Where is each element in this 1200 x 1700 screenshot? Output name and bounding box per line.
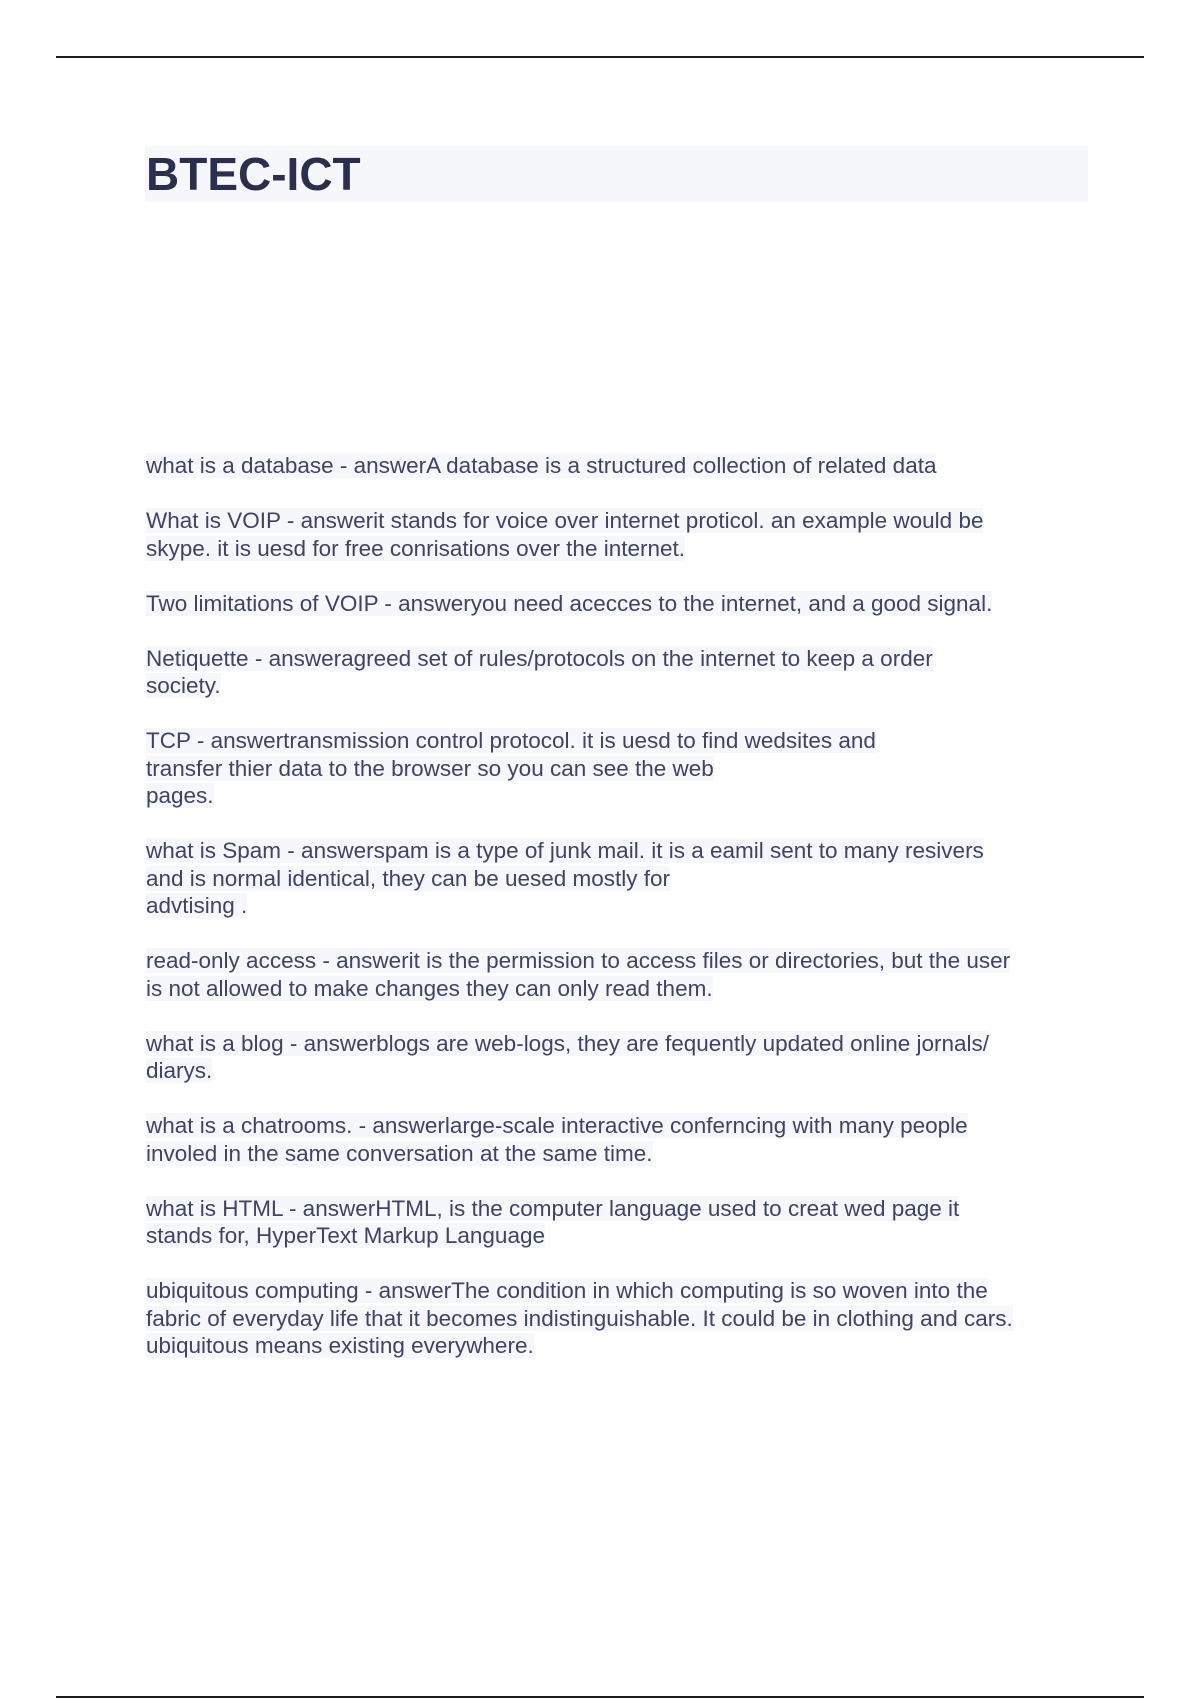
qa-text: TCP - answertransmission control protocol. it is uesd to find wedsites and transfer thier data to the browser so you can see the web pages.: [146, 728, 876, 808]
qa-text: what is a blog - answerblogs are web-logs, they are fequently updated online jornals/ diarys.: [146, 1030, 990, 1083]
qa-text: What is VOIP - answerit stands for voice over internet proticol. an example would be skype. it is uesd for free conrisations over the internet.: [146, 508, 984, 561]
qa-item-netiquette: [146, 645, 1106, 700]
document-title: BTEC-ICT: [146, 148, 361, 200]
qa-text: what is a chatrooms. - answerlarge-scale interactive conferncing with many people involed in the same conversation at the same time.: [146, 1113, 968, 1166]
qa-item-chatrooms: [146, 1112, 1106, 1167]
qa-text: what is a database - answerA database is a structured collection of related data: [146, 453, 937, 478]
qa-text: what is HTML - answerHTML, is the computer language used to creat wed page it stands for, HyperText Markup Language: [146, 1195, 960, 1248]
qa-list: [146, 452, 1106, 1387]
bottom-divider: [56, 1696, 1144, 1698]
qa-text: what is Spam - answerspam is a type of junk mail. it is a eamil sent to many resivers and is normal identical, they can be uesed mostly for advtising .: [146, 838, 984, 918]
qa-item-read-only-access: [146, 947, 1106, 1002]
qa-text: read-only access - answerit is the permission to access files or directories, but the user is not allowed to make changes they can only read them.: [146, 948, 1011, 1001]
qa-item-voip-limitations: [146, 590, 1106, 618]
qa-item-ubiquitous-computing: [146, 1277, 1106, 1360]
qa-text: Two limitations of VOIP - answeryou need acecces to the internet, and a good signal.: [146, 590, 993, 616]
qa-item-voip: [146, 507, 1106, 562]
qa-text: Netiquette - answeragreed set of rules/protocols on the internet to keep a order society.: [146, 645, 933, 698]
qa-item-database: [146, 452, 1106, 480]
qa-item-blog: [146, 1030, 1106, 1085]
top-divider: [56, 56, 1144, 58]
qa-item-html: [146, 1195, 1106, 1250]
qa-text: ubiquitous computing - answerThe condition in which computing is so woven into the fabric of everyday life that it becomes indistinguishable. It could be in clothing and cars. ubiquitous means existing everywhere.: [146, 1278, 1013, 1358]
qa-item-tcp: [146, 727, 1106, 810]
qa-item-spam: [146, 837, 1106, 920]
